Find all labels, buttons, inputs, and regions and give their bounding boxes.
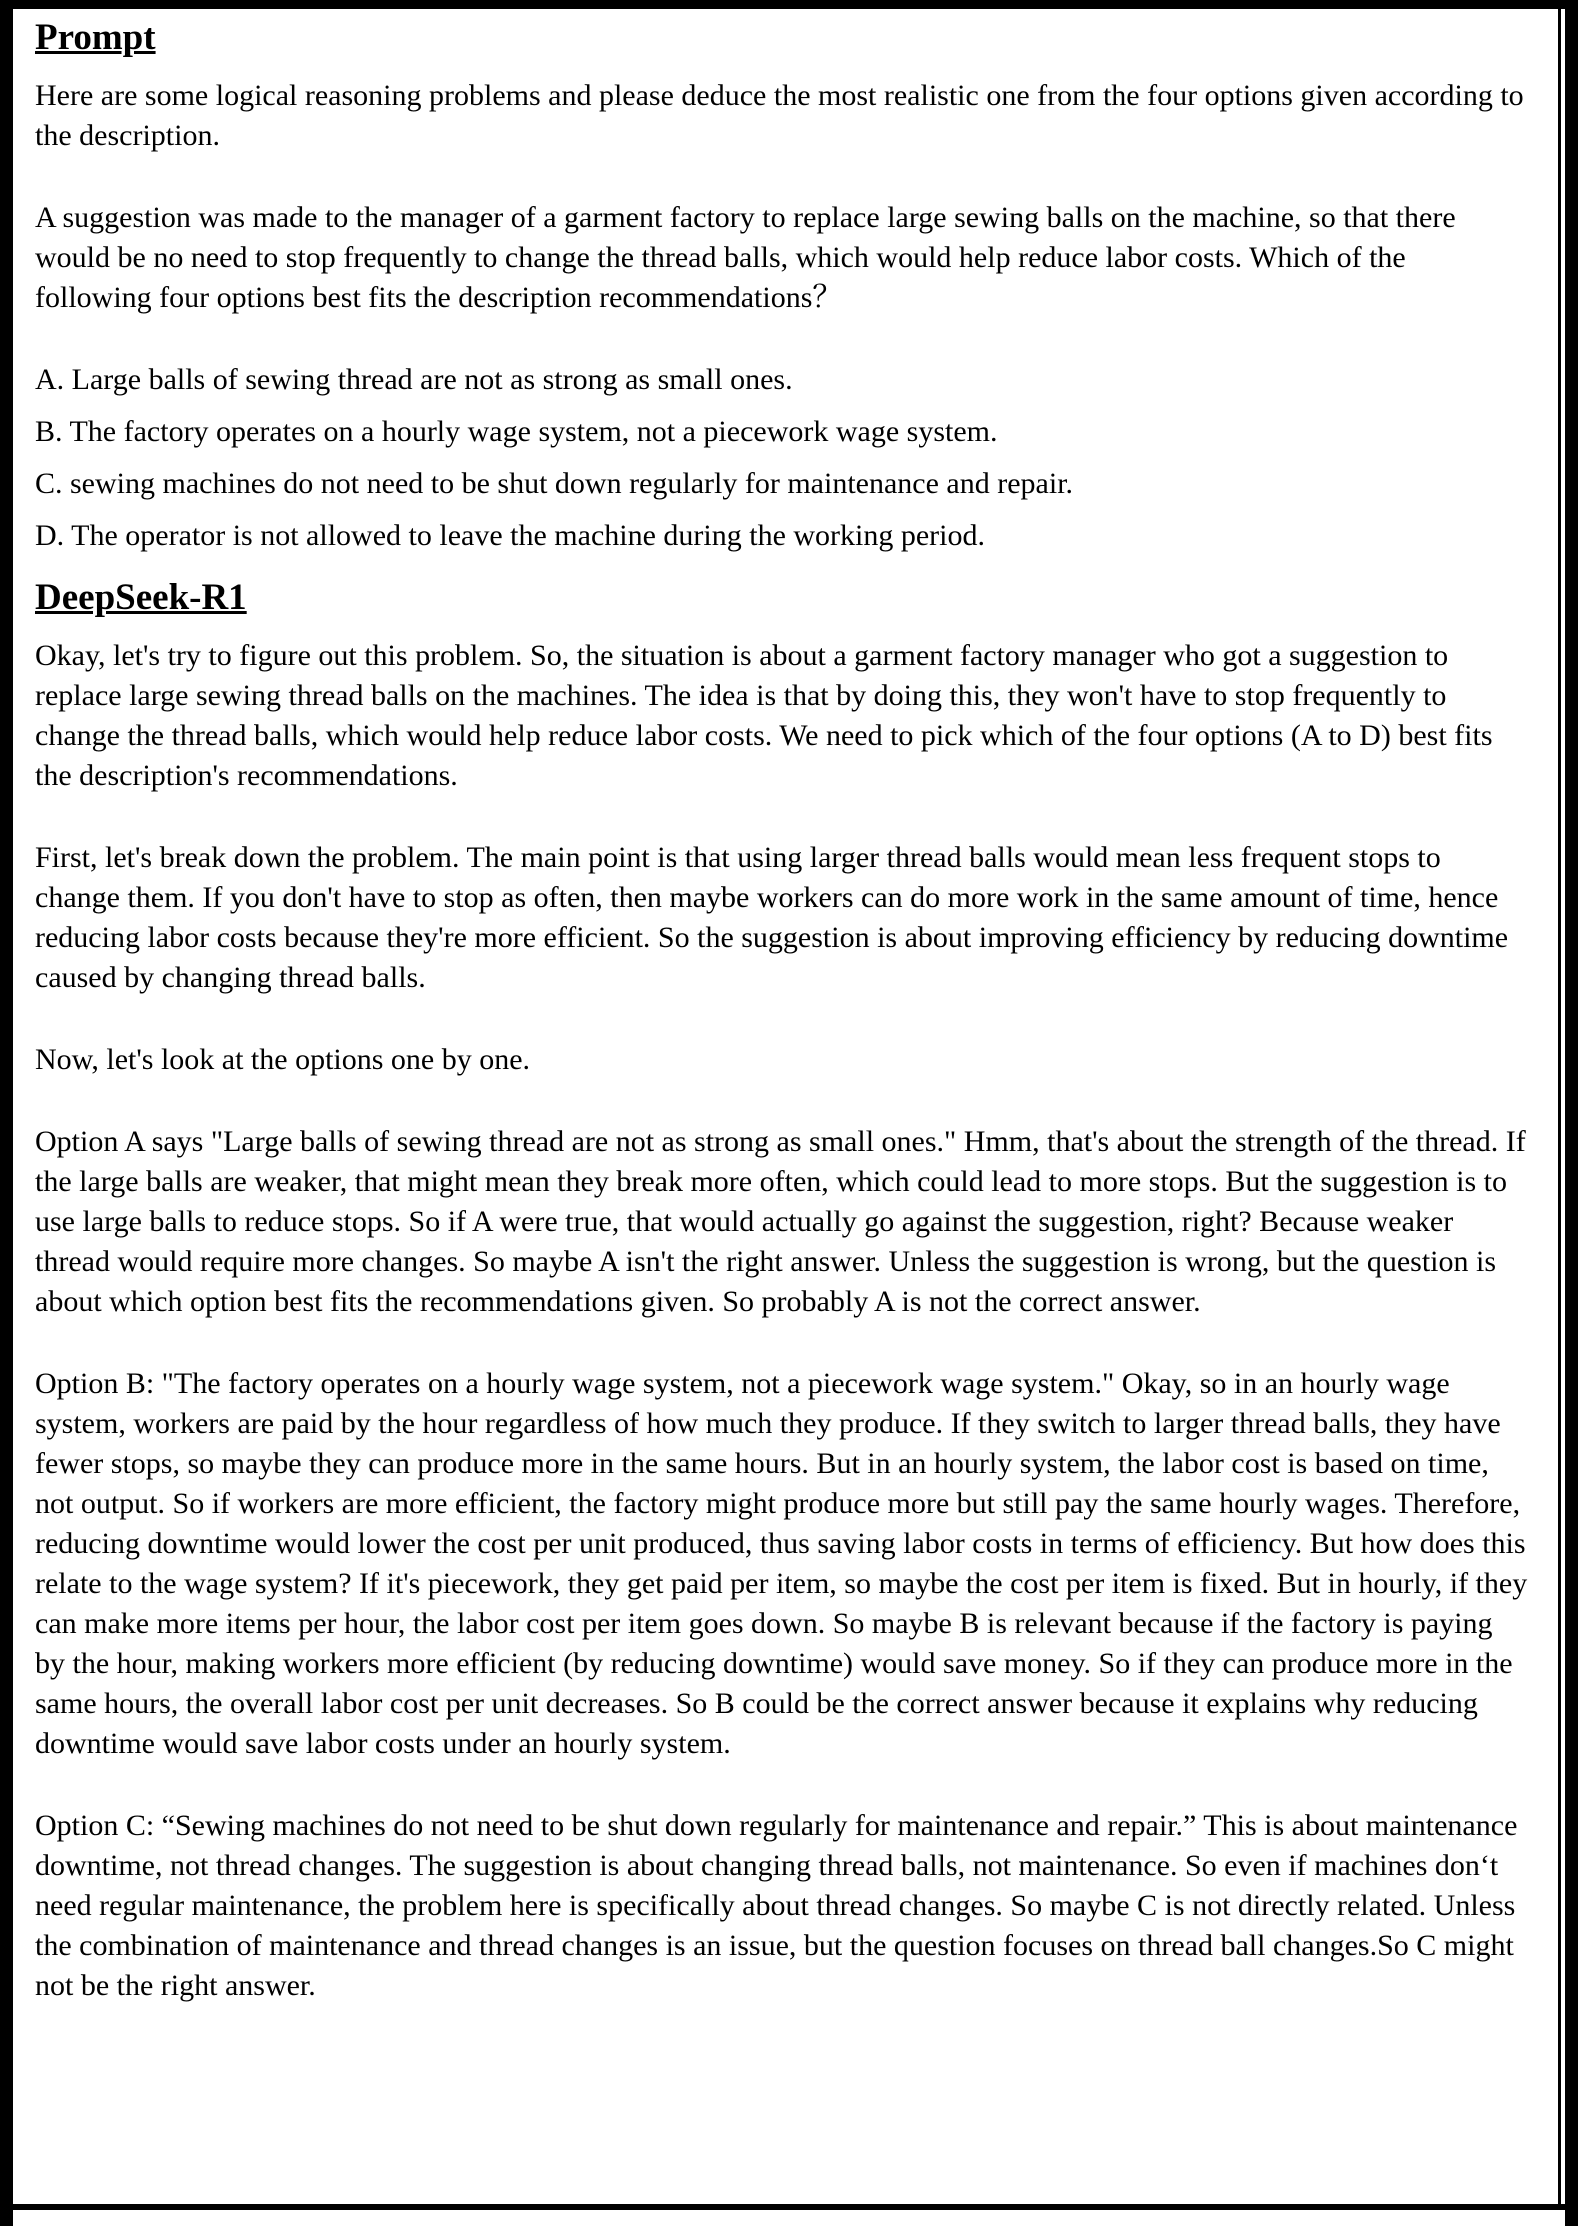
response-paragraph-breakdown: First, let's break down the problem. The main point is that using larger thread balls would mean less frequent stops to change them. If you don't have to stop as often, then maybe workers can do more work in the same amount of time, hence reducing labor costs because they're more efficient. So the suggestion is about improving efficiency by reducing downtime caused by changing thread balls. [35, 841, 1509, 994]
prompt-heading-row [35, 14, 1528, 76]
prompt-paragraph-question: A suggestion was made to the manager of a garment factory to replace large sewing balls on the machine, so that there would be no need to stop frequently to change the thread balls, which would help reduce labor costs. Which of the following four options best fits the description recommendations？ [35, 201, 1456, 314]
document-content [35, 14, 1528, 2048]
response-heading-row [35, 574, 1528, 636]
response-paragraph-transition: Now, let's look at the options one by one. [35, 1043, 531, 1076]
frame-right-outer-border [1565, 0, 1578, 2226]
options-list [35, 360, 1528, 556]
response-paragraph-option-b: Option B: "The factory operates on a hourly wage system, not a piecework wage system." Okay, so in an hourly wage system, workers are paid by the hour regardless of how much they produce. If they switch to larger thread balls, they have fewer stops, so maybe they can produce more in the same hours. But in an hourly system, the labor cost is based on time, not output. So if workers are more efficient, the factory might produce more but still pay the same hourly wages. Therefore, reducing downtime would lower the cost per unit produced, thus saving labor costs in terms of efficiency. But how does this relate to the wage system? If it's piecework, they get paid per item, so maybe the cost per item is fixed. But in hourly, if they can make more items per hour, the labor cost per item goes down. So maybe B is relevant because if the factory is paying by the hour, making workers more efficient (by reducing downtime) would save money. So if they can produce more in the same hours, the overall labor cost per unit decreases. So B could be the correct answer because it explains why reducing downtime would save labor costs under an hourly system. [35, 1367, 1528, 1760]
prompt-heading: Prompt [35, 17, 156, 58]
prompt-paragraph-intro: Here are some logical reasoning problems and please deduce the most realistic one from the four options given according to the description. [35, 79, 1524, 152]
frame-top-border [0, 0, 1578, 9]
frame-bottom-border [0, 2204, 1565, 2210]
option-a: A. Large balls of sewing thread are not as strong as small ones. [35, 363, 793, 396]
response-paragraph-option-c: Option C: “Sewing machines do not need to be shut down regularly for maintenance and repair.” This is about maintenance downtime, not thread changes. The suggestion is about changing thread balls, not maintenance. So even if machines don‘t need regular maintenance, the problem here is specifically about thread changes. So maybe C is not directly related. Unless the combination of maintenance and thread changes is an issue, but the question focuses on thread ball changes.So C might not be the right answer. [35, 1809, 1518, 2002]
response-paragraph-option-a: Option A says "Large balls of sewing thread are not as strong as small ones." Hmm, that's about the strength of the thread. If the large balls are weaker, that might mean they break more often, which could lead to more stops. But the suggestion is to use large balls to reduce stops. So if A were true, that would actually go against the suggestion, right? Because weaker thread would require more changes. So maybe A isn't the right answer. Unless the suggestion is wrong, but the question is about which option best fits the recommendations given. So probably A is not the correct answer. [35, 1125, 1526, 1318]
response-heading: DeepSeek-R1 [35, 577, 247, 618]
frame-left-border [0, 0, 13, 2226]
frame-right-inner-border [1558, 0, 1561, 2210]
option-b: B. The factory operates on a hourly wage system, not a piecework wage system. [35, 415, 998, 448]
option-d: D. The operator is not allowed to leave the machine during the working period. [35, 519, 986, 552]
option-c: C. sewing machines do not need to be shut down regularly for maintenance and repair. [35, 467, 1074, 500]
response-paragraph-overview: Okay, let's try to figure out this problem. So, the situation is about a garment factory manager who got a suggestion to replace large sewing thread balls on the machines. The idea is that by doing this, they won't have to stop frequently to change the thread balls, which would help reduce labor costs. We need to pick which of the four options (A to D) best fits the description's recommendations. [35, 639, 1493, 792]
